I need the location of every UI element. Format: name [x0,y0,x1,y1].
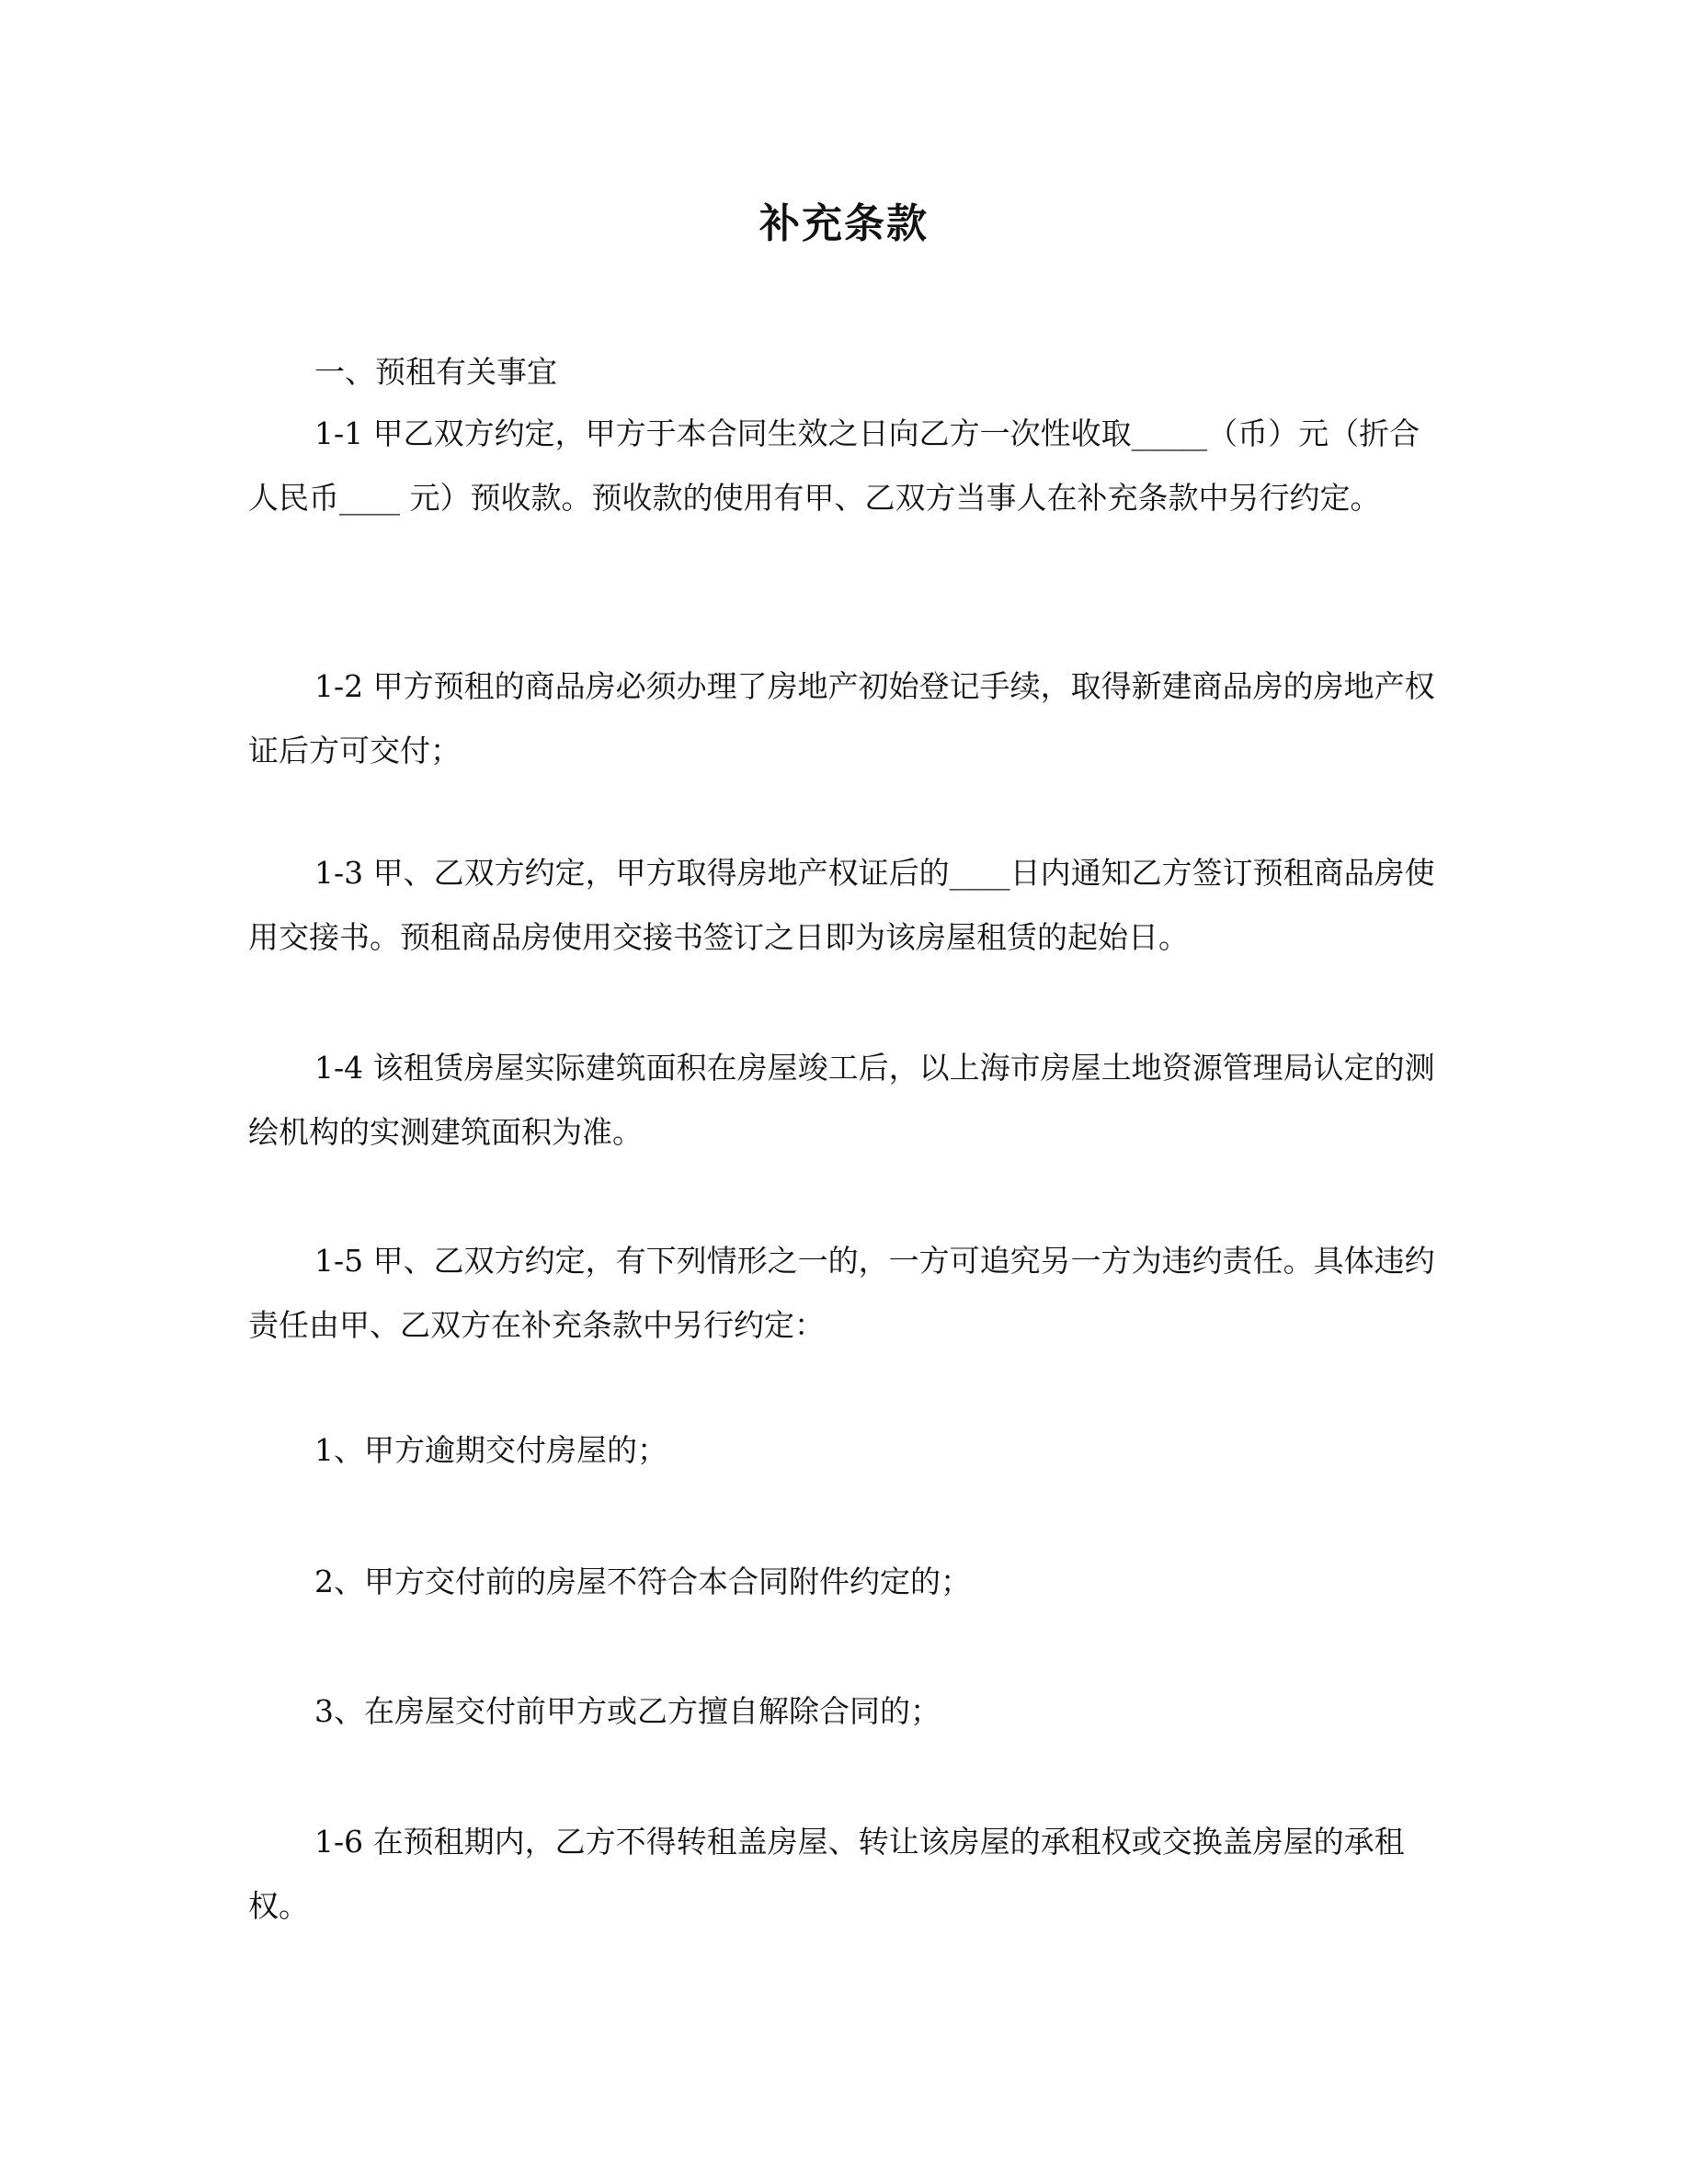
clause-1-6: 1-6 在预租期内，乙方不得转租盖房屋、转让该房屋的承租权或交换盖房屋的承租权。 [248,1824,1405,1924]
list-item-3: 3、在房屋交付前甲方或乙方擅自解除合同的； [314,1693,941,1729]
clause-1-2: 1-2 甲方预租的商品房必须办理了房地产初始登记手续，取得新建商品房的房地产权证后方可交付； [248,668,1435,768]
list-item-2: 2、甲方交付前的房屋不符合本合同附件约定的； [314,1564,971,1599]
section-heading: 一、预租有关事宜 [314,354,557,390]
document-title: 补充条款 [759,200,929,247]
clause-1-5: 1-5 甲、乙双方约定，有下列情形之一的，一方可追究另一方为违约责任。具体违约责任由甲、乙双方在补充条款中另行约定： [248,1243,1435,1343]
clause-1-1: 1-1 甲乙双方约定，甲方于本合同生效之日向乙方一次性收取_____（币）元（折合人民币____ 元）预收款。预收款的使用有甲、乙双方当事人在补充条款中另行约定。 [248,415,1420,516]
clause-1-3: 1-3 甲、乙双方约定，甲方取得房地产权证后的____日内通知乙方签订预租商品房使用交接书。预租商品房使用交接书签订之日即为该房屋租赁的起始日。 [248,855,1435,955]
clause-1-4: 1-4 该租赁房屋实际建筑面积在房屋竣工后，以上海市房屋土地资源管理局认定的测绘机构的实测建筑面积为准。 [248,1050,1435,1150]
list-item-1: 1、甲方逾期交付房屋的； [314,1432,667,1468]
